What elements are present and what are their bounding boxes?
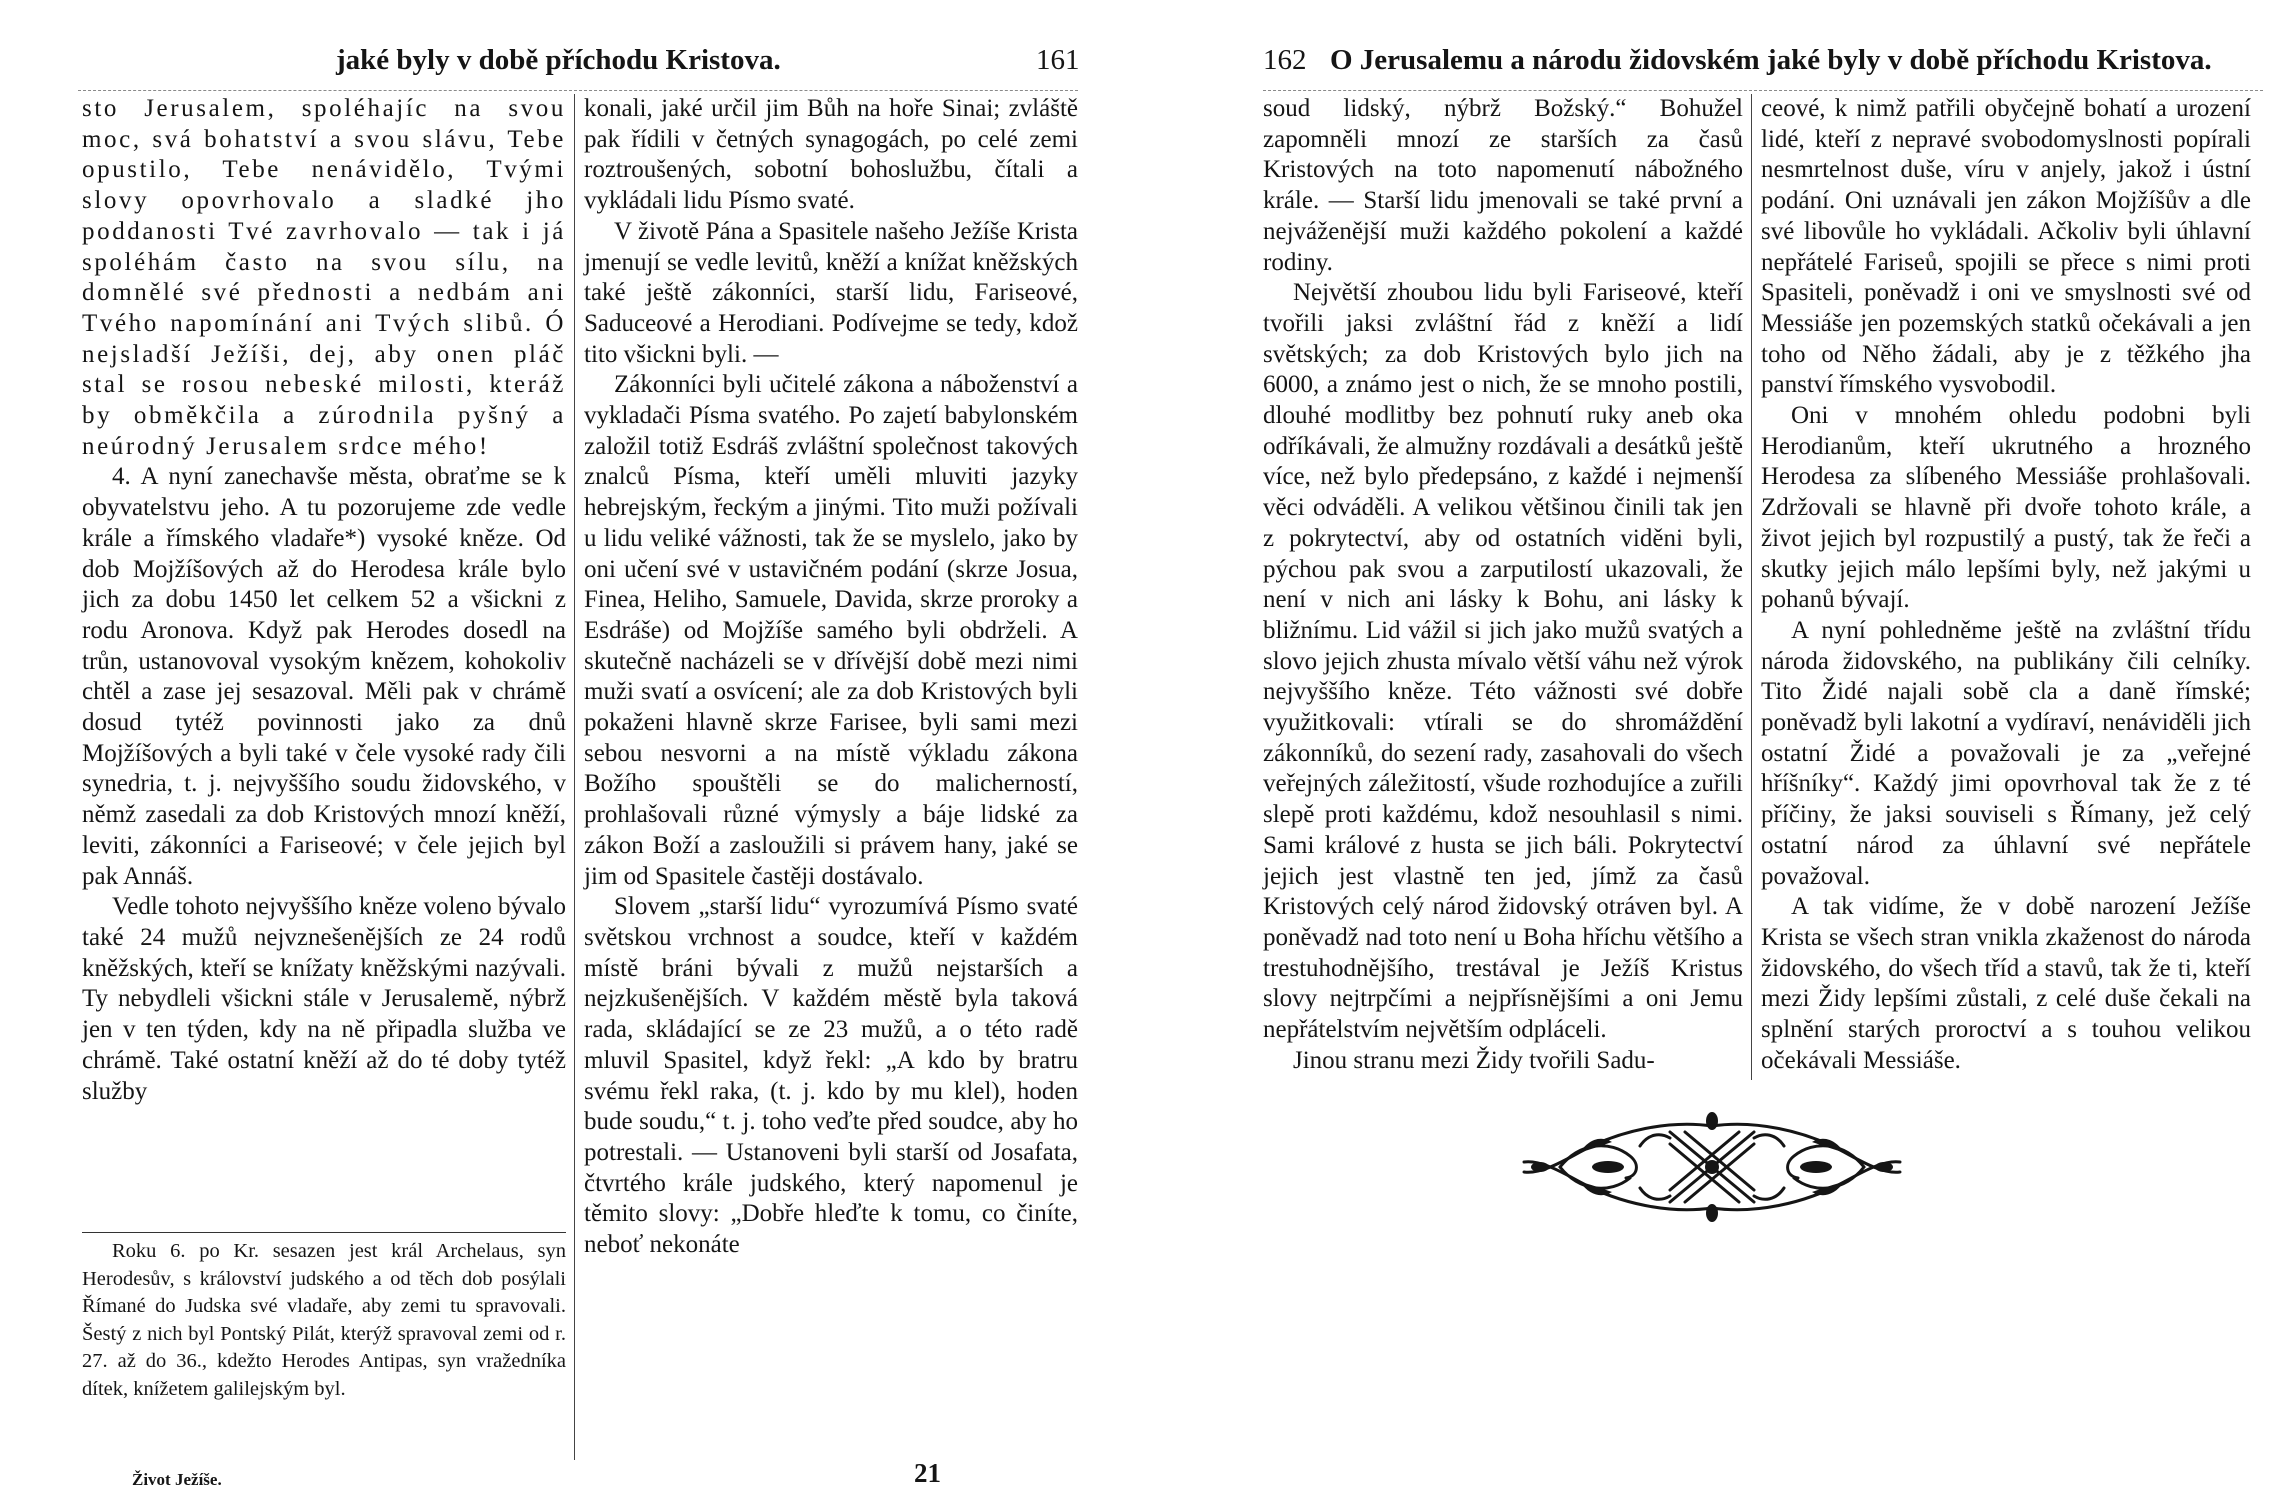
paragraph: V životě Pána a Spasitele našeho Ježíše Krista jmenují se vedle levitů, kněží a knížat kněžských také ještě zákonníci, starší lidu, Fariseové, Saduceové a Herodiani. Podívejme se tedy, kdož tito všickni byli. —	[584, 217, 1078, 368]
header-rule-right	[1263, 90, 2263, 91]
header-rule-left	[78, 90, 1078, 91]
left-column-1	[82, 94, 566, 1107]
column-divider-left	[574, 94, 575, 1460]
floral-tailpiece-ornament-icon	[1520, 1112, 1904, 1222]
paragraph: A tak vidíme, že v době narození Ježíše Krista se všech stran vnikla zkaženost do národa židovského, do všech tříd a stavů, tak že ti, kteří mezi Židy lepšími zůstali, z celé duše čekali na splnění starých proroctví a s touhou velikou očekávali Messiáše.	[1761, 893, 2251, 1074]
paragraph: Oni v mnohém ohledu podobni byli Herodianům, kteří ukrutného a hrozného Herodesa za slíbeného Messiáše prohlašovali. Zdržovali se hlavně při dvoře tohoto krále, a život jejich byl rozpustilý a pustý, tak že řeči a skutky jejich málo lepšími byly, než jakými u pohanů bývají.	[1761, 402, 2251, 614]
page-number-161: 161	[1036, 44, 1080, 76]
running-header-right: O Jerusalemu a národu židovském jaké byly v době příchodu Kristova.	[1330, 44, 2212, 76]
footnote-rule	[82, 1232, 566, 1233]
paragraph: Jinou stranu mezi Židy tvořili Sadu-	[1293, 1046, 1655, 1074]
signature-mark: Život Ježíše.	[132, 1470, 222, 1489]
footnote-text: Roku 6. po Kr. sesazen jest král Archelaus, syn Herodesův, s království judského a od těch dob posýlali Římané do Judska své vladaře, aby zemi tu spravovali. Šestý z nich byl Pontský Pilát, kterýž spravoval zemi od r. 27. až do 36., kdežto Herodes Antipas, syn vražedníka dítek, knížetem galilejským byl.	[82, 1240, 566, 1400]
paragraph: konali, jaké určil jim Bůh na hoře Sinai; zvláště pak řídili v četných synagogách, po celé zemi roztroušených, sobotní bohoslužbu, čítali a vykládali lidu Písmo svaté.	[584, 95, 1078, 215]
paragraph: ceové, k nimž patřili obyčejně bohatí a urození lidé, kteří z nepravé svobodomyslnosti popírali nesmrtelnost duše, víru v anjely, jakož i ústní podání. Oni uznávali jen zákon Mojžíšův a dle své libovůle ho vykládali. Ačkoliv byli úhlavní nepřátelé Fariseů, spojili se přece s nimi proti Spasiteli, poněvadž i oni ve smyslnosti své od Messiáše jen pozemských statků očekávali a jen toho od Něho žádali, aby je z těžkého jha panství římského vysvobodil.	[1761, 95, 2251, 399]
paragraph: sto Jerusalem, spoléhajíc na svou moc, svá bohatství a svou slávu, Tebe opustilo, Tebe nenávidělo, Tvými slovy opovrhovalo a sladké jho poddanosti Tvé zavrhovalo — tak i já spoléhám často na svou sílu, na domnělé své přednosti a nedbám ani Tvého napomínání ani Tvých slibů. Ó nejsladší Ježíši, dej, aby onen pláč stal se rosou nebeské milosti, kteráž by obměkčila a zúrodnila pyšný a neúrodný Jerusalem srdce mého!	[82, 95, 566, 460]
right-column-1	[1263, 94, 1743, 1077]
paragraph: 4. A nyní zanechavše města, obraťme se k obyvatelstvu jeho. A tu pozorujeme zde vedle krále a římského vladaře*) vysoké kněze. Od dob Mojžíšových až do Herodesa krále bylo jich za dobu 1450 let celkem 52 a všickni z rodu Aronova. Když pak Herodes dosedl na trůn, ustanovoval vysokým knězem, kohokoliv chtěl a zase jej sesazoval. Měli pak v chrámě dosud tytéž povinnosti jako za dnů Mojžíšových a byli také v čele vysoké rady čili synedria, t. j. nejvyššího soudu židovského, v němž zasedali za dob Kristových mnozí kněží, leviti, zákonníci a Fariseové; v čele jejich byl pak Annáš.	[82, 463, 566, 890]
footnote	[82, 1238, 566, 1403]
paragraph: A nyní pohledněme ještě na zvláštní třídu národa židovského, na publikány čili celníky. Tito Židé najali sobě cla a daně římské; poněvadž byli lakotní a vydíraví, nenáviděli jich ostatní Židé a považovali je za „veřejné hříšníky“. Každý jimi opovrhoval tak že z té příčiny, že jaksi souviseli s Římany, jež celý ostatní národ za úhlavní své nepřátele považoval.	[1761, 616, 2251, 890]
column-divider-right	[1751, 94, 1752, 1080]
right-page	[1139, 0, 2278, 1500]
sheet-number: 21	[914, 1458, 941, 1488]
page-number-162: 162	[1263, 44, 1307, 76]
left-column-2	[584, 94, 1078, 1261]
paragraph: Největší zhoubou lidu byli Fariseové, kteří tvořili jaksi zvláštní řád z kněží a lidí světských; za dob Kristových bylo jich na 6000, a známo jest o nich, že se mnoho postili, dlouhé modlitby bez pohnutí ruky aneb oka odříkávali, že almužny rozdávali a desátků ještě více, než bylo předepsáno, z každé i nejmenší věci odváděli. A velikou většinou činili tak jen z pokrytectví, aby od ostatních viděni byli, pýchou pak svou a zarputilostí ukazovali, že není v nich ani lásky k Bohu, ani lásky k bližnímu. Lid vážil si jich jako mužů svatých a slovo jejich zhusta mívalo větší váhu než výrok nejvyššího kněze. Této vážnosti své dobře využitkovali: vtírali se do shromáždění zákonníků, do sezení rady, zasahovali do všech veřejných záležitostí, všude rozhodujíce a zuřili slepě proti každému, kdož nesouhlasil s nimi. Sami králové z husta se jich báli. Pokrytectví jejich jest vlastně ten jed, jímž za časů Kristových celý národ židovský otráven byl. A poněvadž nad toto není u Boha hříchu většího a trestuhodnějšího, trestával je Ježíš Kristus slovy nejtrpčími a nejpřísnějšími a oni Jemu nepřátelstvím největším odpláceli.	[1263, 279, 1743, 1044]
paragraph: Vedle tohoto nejvyššího kněze voleno bývalo také 24 mužů nejvznešenějších ze 24 rodů kněžských, kteří se knížaty kněžskými nazývali. Ty nebydleli všickni stále v Jerusalemě, nýbrž jen v ten týden, kdy na ně připadla služba ve chrámě. Také ostatní kněží až do té doby tytéž služby	[82, 893, 566, 1105]
paragraph: Slovem „starší lidu“ vyrozumívá Písmo svaté světskou vrchnost a soudce, kteří v každém místě bráni bývali z mužů nejstarších a nejzkušenějších. V každém městě byla taková rada, skládající se ze 23 mužů, a o této radě mluvil Spasitel, když řekl: „A kdo by bratru svému řekl raka, (t. j. kdo by mu klel), hoden bude soudu,“ t. j. toho veďte před soudce, aby ho potrestali. — Ustanoveni byli starší od Josafata, čtvrtého krále judského, který napomenul je těmito slovy: „Dobře hleďte k tomu, co činíte, neboť nekonáte	[584, 893, 1078, 1259]
running-header-left: jaké byly v době příchodu Kristova.	[336, 44, 781, 76]
paragraph: Zákonníci byli učitelé zákona a náboženství a vykladači Písma svatého. Po zajetí babylonském založil totiž Esdráš zvláštní společnost takových znalců Písma, kteří uměli mluviti jazyky hebrejským, řeckým a jinými. Tito muži požívali u lidu veliké vážnosti, tak že se myslelo, jako by oni učení své v ustavičném podání (skrze Josua, Finea, Heliho, Samuele, Davida, skrze proroky a Esdráše) od Mojžíše samého byli obdrželi. A skutečně nacházeli se v dřívější době mezi nimi muži svatí a osvícení; ale za dob Kristových byli pokaženi hlavně skrze Farisee, byli sami mezi sebou nesvorni a na místě výkladu zákona Božího spouštěli se do malicherností, prohlašovali různé výmysly a báje lidské za zákon Boží a zasloužili si právem hany, jaké se jim od Spasitele častěji dostávalo.	[584, 371, 1078, 890]
paragraph: soud lidský, nýbrž Božský.“ Bohužel zapomněli mnozí ze starších za časů Kristových na toto napomenutí nábožného krále. — Starší lidu jmenovali se také první a nejváženější muži každého pokolení a každé rodiny.	[1263, 95, 1743, 276]
right-column-2	[1761, 94, 2251, 1077]
